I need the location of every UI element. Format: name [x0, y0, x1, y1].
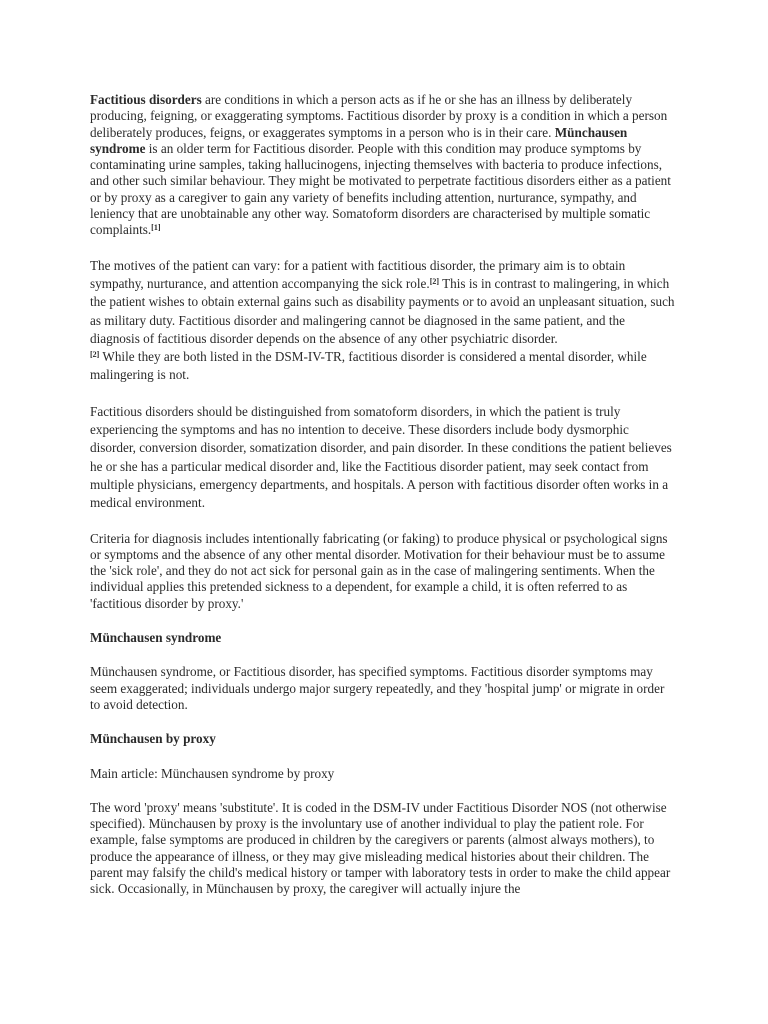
heading-munchausen-by-proxy: Münchausen by proxy [90, 731, 216, 747]
motives-text-2: This is in contrast to malingering, in which the patient wishes to obtain external gains such as disability payments or to avoid an unpleasant situation, such as military duty. Factitious disorder and malingering cannot be diagnosed in the same patient, and the diagnosis of factitious disorder depends on the absence of any other psychiatric disorder. [90, 275, 675, 346]
paragraph-munchausen-syndrome: Münchausen syndrome, or Factitious disorder, has specified symptoms. Factitious disorder symptoms may seem exaggerated; individuals undergo major surgery repeatedly, and they 'hospital jump' or migrate in order to avoid detection. [90, 664, 665, 712]
paragraph-intro [90, 92, 676, 239]
term-factitious-disorders: Factitious disorders [90, 92, 202, 107]
paragraph-motives [90, 257, 676, 385]
motives-text-3: While they are both listed in the DSM-IV-TR, factitious disorder is considered a mental disorder, while malingering is not. [90, 349, 647, 383]
paragraph-proxy: The word 'proxy' means 'substitute'. It is coded in the DSM-IV under Factitious Disorder NOS (not otherwise specified). Münchausen by proxy is the involuntary use of another individual to play the patient role. For example, false symptoms are produced in children by the caregivers or parents (almost always mothers), to produce the appearance of illness, or they may give misleading medical histories about their children. The parent may falsify the child's medical history or tamper with laboratory tests in order to make the child appear sick. Occasionally, in Münchausen by proxy, the caregiver will actually injure the [90, 799, 671, 897]
motives-text-1: The motives of the patient can vary: for a patient with factitious disorder, the primary aim is to obtain sympathy, nurturance, and attention accompanying the sick role. [90, 257, 626, 291]
intro-text-2: is an older term for Factitious disorder. People with this condition may produce symptoms by contaminating urine samples, taking hallucinogens, injecting themselves with bacteria to produce infections, and other such similar behaviour. They might be motivated to perpetrate factitious disorders either as a patient or by proxy as a caregiver to gain any variety of benefits including attention, nurturance, sympathy, and leniency that are unobtainable any other way. Somatoform disorders are characterised by multiple somatic complaints. [90, 140, 671, 238]
citation-link[interactable]: [2] [429, 276, 440, 286]
paragraph-criteria: Criteria for diagnosis includes intentionally fabricating (or faking) to produce physical or psychological signs or symptoms and the absence of any other mental disorder. Motivation for their behaviour must be to assume the 'sick role', and they do not act sick for personal gain as in the case of malingering sentiments. When the individual applies this pretended sickness to a dependent, for example a child, it is often referred to as 'factitious disorder by proxy.' [90, 530, 668, 611]
intro-text-1: are conditions in which a person acts as if he or she has an illness by deliberately producing, feigning, or exaggerating symptoms. Factitious disorder by proxy is a condition in which a person deliberately produces, feigns, or exaggerates symptoms in a person who is in their care. [90, 92, 668, 140]
heading-munchausen-syndrome: Münchausen syndrome [90, 630, 222, 646]
citation-link[interactable]: [2] [90, 350, 100, 360]
paragraph-somatoform: Factitious disorders should be distinguished from somatoform disorders, in which the patient is truly experiencing the symptoms and has no intention to deceive. These disorders include body dysmorphic disorder, conversion disorder, somatization disorder, and pain disorder. In these conditions the patient believes he or she has a particular medical disorder and, like the Factitious disorder patient, may seek contact from multiple physicians, emergency departments, and hospitals. A person with factitious disorder often works in a medical environment. [90, 403, 672, 511]
document-page [90, 92, 676, 916]
citation-link[interactable]: [1] [151, 223, 161, 233]
main-article-note: Main article: Münchausen syndrome by proxy [90, 765, 335, 781]
term-munchausen-syndrome: Münchausen syndrome [90, 124, 628, 156]
